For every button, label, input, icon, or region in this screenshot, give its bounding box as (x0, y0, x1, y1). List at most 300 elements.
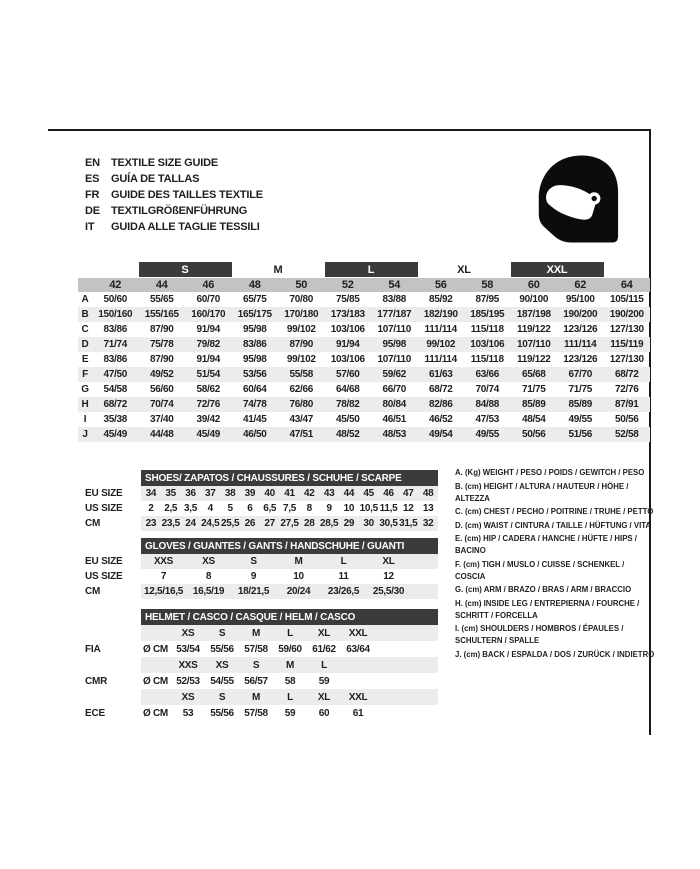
helmet-cell: XXL (348, 627, 368, 639)
shoes-cell: 34 (145, 488, 157, 499)
helmet-label: FIA (85, 643, 101, 655)
helmet-cell: 53 (182, 707, 194, 719)
shoes-label: CM (85, 518, 101, 529)
measure-cell: 41/45 (242, 414, 267, 425)
measure-cell: 45/50 (335, 414, 360, 425)
textile-row-J (78, 427, 650, 442)
shoes-cell: 25,5 (220, 518, 240, 529)
row-label: J (82, 429, 88, 440)
measure-cell: 91/94 (196, 324, 221, 335)
helmet-cell: 55/56 (210, 707, 234, 719)
measure-cell: 170/180 (284, 309, 319, 320)
shoes-cell: 5 (227, 503, 233, 514)
shoes-cell: 2 (148, 503, 154, 514)
size-group-XXL: XXL (511, 262, 604, 277)
shoes-cell: 37 (205, 488, 216, 499)
shoes-cell: 40 (264, 488, 275, 499)
measure-cell: 66/70 (382, 384, 407, 395)
textile-row-D (78, 337, 650, 352)
helmet-cell: 57/58 (244, 707, 268, 719)
measure-cell: 58/62 (196, 384, 221, 395)
helmet-table (141, 609, 438, 721)
gloves-row-2 (141, 584, 438, 599)
measure-cell: 87/90 (289, 339, 314, 350)
gloves-cell: 10 (293, 571, 304, 582)
measure-cell: 160/170 (191, 309, 226, 320)
helmet-cell: M (251, 691, 261, 703)
legend-item: I. (cm) SHOULDERS / HOMBROS / ÉPAULES / SCHULTERN / SPALLE (455, 624, 624, 645)
helmet-cell: M (251, 627, 261, 639)
textile-row-A (78, 292, 650, 307)
shoes-cell: 30 (363, 518, 374, 529)
shoes-cell: 10 (343, 503, 355, 514)
eu-size-cell: 50 (295, 279, 308, 291)
shoes-cell: 48 (422, 488, 434, 499)
gloves-label: EU SIZE (85, 556, 123, 567)
helmet-cell: L (287, 627, 293, 639)
shoes-cell: 6 (247, 503, 253, 514)
helmet-cell: XS (181, 691, 195, 703)
measure-cell: 62/66 (289, 384, 314, 395)
measure-cell: 56/60 (149, 384, 174, 395)
measure-cell: 83/86 (242, 339, 267, 350)
measure-cell: 50/60 (103, 294, 128, 305)
measure-cell: 70/80 (289, 294, 314, 305)
helmet-row-5 (141, 705, 438, 721)
helmet-cell: S (218, 627, 226, 639)
row-label: G (81, 384, 89, 395)
measure-cell: 87/90 (149, 354, 174, 365)
shoes-cell: 32 (422, 518, 434, 529)
measure-cell: 68/72 (428, 384, 453, 395)
row-label: A (81, 294, 89, 305)
measure-cell: 95/98 (382, 339, 407, 350)
helmet-rowhead: Ø CM (143, 675, 168, 687)
measure-cell: 46/52 (428, 414, 453, 425)
legend-item: G. (cm) ARM / BRAZO / BRAS / ARM / BRACCIO (455, 585, 632, 594)
measure-cell: 68/72 (103, 399, 128, 410)
shoes-cell: 13 (422, 503, 434, 514)
language-label: GUIDA ALLE TAGLIE TESSILI (111, 221, 260, 233)
shoes-cell: 27,5 (280, 518, 299, 529)
row-label: F (82, 369, 88, 380)
measure-cell: 49/52 (149, 369, 174, 380)
eu-size-cell: 48 (248, 279, 261, 291)
measure-cell: 46/50 (242, 429, 267, 440)
helmet-row-0 (141, 625, 438, 641)
measure-cell: 79/82 (196, 339, 221, 350)
measure-cell: 165/175 (237, 309, 272, 320)
shoes-cell: 31,5 (399, 518, 418, 529)
measure-cell: 55/65 (149, 294, 174, 305)
shoes-cell: 24,5 (201, 518, 220, 529)
measure-cell: 50/56 (521, 429, 546, 440)
measure-cell: 87/91 (614, 399, 639, 410)
language-row (85, 171, 263, 187)
legend-item: D. (cm) WAIST / CINTURA / TAILLE / HÜFTUNG / VITA (455, 520, 652, 530)
helmet-cell: 53/54 (176, 643, 200, 655)
measure-cell: 65/75 (242, 294, 267, 305)
measure-cell: 111/114 (424, 354, 457, 365)
helmet-row-1 (141, 641, 438, 657)
shoes-row-2 (141, 516, 438, 531)
language-code: ES (85, 173, 100, 185)
helmet-cell: 63/64 (346, 643, 370, 655)
helmet-cell: 59 (284, 707, 296, 719)
size-group-M: M (273, 263, 283, 276)
measure-cell: 190/200 (609, 309, 644, 320)
shoes-cell: 7,5 (282, 503, 296, 514)
shoes-cell: 29 (343, 518, 355, 529)
measure-cell: 83/88 (382, 294, 407, 305)
helmet-cell: 61 (352, 707, 364, 719)
helmet-cell: 61/62 (312, 643, 336, 655)
gloves-cell: 11 (338, 571, 349, 582)
measure-cell: 187/198 (516, 309, 551, 320)
measure-cell: 99/102 (286, 324, 316, 335)
helmet-cell: XL (317, 627, 331, 639)
gloves-side-labels (85, 554, 123, 599)
eu-size-cell: 44 (155, 279, 168, 291)
measure-cell: 105/115 (610, 294, 644, 305)
measure-cell: 103/106 (470, 339, 505, 350)
language-label: GUÍA DE TALLAS (111, 173, 200, 185)
language-code: EN (85, 157, 100, 169)
shoes-cell: 42 (304, 488, 315, 499)
shoes-cell: 38 (224, 488, 236, 499)
measure-cell: 68/72 (614, 369, 639, 380)
measurement-legend (455, 467, 655, 662)
eu-size-cell: 64 (620, 279, 633, 291)
textile-size-table (78, 261, 650, 442)
measure-cell: 87/95 (475, 294, 500, 305)
measure-cell: 177/187 (377, 309, 412, 320)
measure-cell: 47/51 (289, 429, 314, 440)
measure-cell: 123/126 (563, 354, 598, 365)
helmet-icon (534, 153, 620, 245)
measure-cell: 115/118 (470, 354, 504, 365)
measure-cell: 47/53 (475, 414, 500, 425)
shoes-cell: 9 (326, 503, 332, 514)
gloves-cell: 8 (205, 571, 212, 582)
textile-row-E (78, 352, 650, 367)
measure-cell: 37/40 (149, 414, 174, 425)
helmet-label (85, 689, 107, 705)
textile-row-H (78, 397, 650, 412)
language-list (85, 155, 263, 235)
textile-size-groups-row (78, 261, 650, 278)
measure-cell: 190/200 (563, 309, 598, 320)
helmet-cell: XL (317, 691, 331, 703)
helmet-cell: S (252, 659, 260, 671)
measure-cell: 45/49 (103, 429, 128, 440)
shoes-cell: 8 (306, 503, 312, 514)
helmet-cell: 55/56 (210, 643, 234, 655)
helmet-label (85, 657, 107, 673)
measure-cell: 78/82 (335, 399, 360, 410)
gloves-cell: M (294, 556, 303, 567)
helmet-rows (141, 625, 438, 721)
gloves-cell: 12 (383, 571, 394, 582)
shoes-cell: 45 (363, 488, 374, 499)
measure-cell: 43/47 (289, 414, 314, 425)
gloves-cell: 18/21,5 (237, 586, 270, 597)
measure-cell: 70/74 (475, 384, 500, 395)
shoes-table (141, 470, 438, 531)
measure-cell: 115/118 (470, 324, 504, 335)
gloves-cell: XS (202, 556, 215, 567)
measure-cell: 119/122 (517, 324, 551, 335)
measure-cell: 45/49 (196, 429, 221, 440)
measure-cell: 82/86 (428, 399, 453, 410)
helmet-row-4 (141, 689, 438, 705)
eu-size-cell: 60 (527, 279, 540, 291)
helmet-cell: 57/58 (244, 643, 268, 655)
legend-item: B. (cm) HEIGHT / ALTURA / HAUTEUR / HÖHE / ALTEZZA (455, 481, 629, 503)
measure-cell: 46/51 (382, 414, 407, 425)
language-label: TEXTILGRÖßENFÜHRUNG (111, 205, 248, 217)
measure-cell: 103/106 (330, 354, 365, 365)
size-group-blank (604, 262, 651, 277)
legend-item: A. (Kg) WEIGHT / PESO / POIDS / GEWITCH / PESO (455, 468, 645, 477)
measure-cell: 60/64 (242, 384, 267, 395)
shoes-title: SHOES/ ZAPATOS / CHAUSSURES / SCHUHE / SCARPE (141, 470, 438, 486)
measure-cell: 107/110 (377, 324, 411, 335)
measure-cell: 63/66 (475, 369, 500, 380)
shoes-cell: 23,5 (161, 518, 180, 529)
legend-item: E. (cm) HIP / CADERA / HANCHE / HÜFTE / HIPS / BACINO (455, 534, 637, 555)
legend-item: F. (cm) TIGH / MUSLO / CUISSE / SCHENKEL / COSCIA (455, 559, 625, 581)
measure-cell: 90/100 (519, 294, 549, 305)
measure-cell: 74/78 (242, 399, 267, 410)
measure-cell: 111/114 (424, 324, 457, 335)
shoes-cell: 46 (383, 488, 394, 499)
size-group-blank (78, 262, 139, 277)
shoes-cell: 39 (244, 488, 256, 499)
shoes-cell: 4 (207, 503, 213, 514)
legend-item: J. (cm) BACK / ESPALDA / DOS / ZURÜCK / INDIETRO (455, 649, 655, 659)
gloves-cell: 25,5/30 (372, 586, 405, 597)
legend-item: H. (cm) INSIDE LEG / ENTREPIERNA / FOURCHE / SCHRITT / FORCELLA (455, 598, 640, 620)
measure-cell: 75/85 (335, 294, 360, 305)
row-label: I (83, 414, 87, 425)
measure-cell: 95/98 (242, 324, 267, 335)
measure-cell: 85/89 (568, 399, 593, 410)
language-label: GUIDE DES TAILLES TEXTILE (111, 189, 263, 201)
measure-cell: 127/130 (609, 354, 644, 365)
language-code: IT (85, 221, 95, 233)
size-group-XL: XL (457, 263, 471, 276)
measure-cell: 51/54 (196, 369, 221, 380)
measure-cell: 72/76 (196, 399, 221, 410)
gloves-rows (141, 554, 438, 599)
measure-cell: 61/63 (428, 369, 453, 380)
gloves-cell: 20/24 (286, 586, 311, 597)
measure-cell: 95/100 (565, 294, 595, 305)
measure-cell: 76/80 (289, 399, 314, 410)
eu-size-cell: 54 (388, 279, 401, 291)
measure-cell: 60/70 (196, 294, 221, 305)
eu-size-cell: 62 (574, 279, 587, 291)
measure-cell: 52/58 (614, 429, 639, 440)
shoes-cell: 41 (284, 488, 295, 499)
shoes-cell: 3,5 (183, 503, 197, 514)
helmet-cell: 52/53 (176, 675, 200, 687)
measure-cell: 70/74 (149, 399, 174, 410)
measure-cell: 83/86 (103, 354, 128, 365)
measure-cell: 103/106 (330, 324, 365, 335)
language-code: DE (85, 205, 100, 217)
shoes-cell: 27 (264, 518, 275, 529)
helmet-label: CMR (85, 675, 108, 687)
gloves-cell: XL (382, 556, 395, 567)
shoes-cell: 6,5 (263, 503, 277, 514)
gloves-cell: 7 (160, 571, 167, 582)
textile-row-F (78, 367, 650, 382)
measure-cell: 119/122 (517, 354, 551, 365)
helmet-cell: L (287, 691, 293, 703)
helmet-cell: XXS (178, 659, 198, 671)
shoes-cell: 11,5 (379, 503, 398, 514)
helmet-cell: 56/57 (244, 675, 268, 687)
shoes-row-1 (141, 501, 438, 516)
helmet-cell: 59 (318, 675, 330, 687)
row-label: H (81, 399, 89, 410)
measure-cell: 111/114 (564, 339, 597, 350)
measure-cell: 123/126 (563, 324, 598, 335)
helmet-cell: M (285, 659, 295, 671)
measure-cell: 84/88 (475, 399, 500, 410)
language-row (85, 187, 263, 203)
shoes-cell: 30,5 (379, 518, 398, 529)
shoes-cell: 10,5 (359, 503, 378, 514)
measure-cell: 99/102 (286, 354, 316, 365)
measure-cell: 95/98 (242, 354, 267, 365)
measure-cell: 64/68 (335, 384, 360, 395)
shoes-cell: 28 (304, 518, 315, 529)
measure-cell: 49/54 (428, 429, 453, 440)
measure-cell: 85/92 (428, 294, 453, 305)
eu-size-cell: 52 (341, 279, 354, 291)
helmet-cell: S (218, 691, 226, 703)
gloves-cell: S (250, 556, 257, 567)
language-code: FR (85, 189, 100, 201)
shoes-cell: 44 (343, 488, 355, 499)
language-row (85, 219, 263, 235)
shoes-cell: 24 (185, 518, 196, 529)
helmet-cell: 58 (284, 675, 296, 687)
gloves-cell: L (340, 556, 347, 567)
shoes-label: US SIZE (85, 503, 123, 514)
measure-cell: 65/68 (521, 369, 546, 380)
measure-cell: 71/74 (103, 339, 128, 350)
frame-top-line (48, 129, 651, 131)
textile-row-G (78, 382, 650, 397)
helmet-label (85, 625, 107, 641)
gloves-cell: 12,5/16,5 (143, 586, 183, 597)
measure-cell: 53/56 (242, 369, 267, 380)
shoes-cell: 2,5 (164, 503, 178, 514)
measure-cell: 127/130 (609, 324, 644, 335)
shoes-cell: 12 (403, 503, 414, 514)
shoes-cell: 28,5 (319, 518, 339, 529)
language-label: TEXTILE SIZE GUIDE (111, 157, 219, 169)
helmet-cell: 59/60 (278, 643, 302, 655)
measure-cell: 50/56 (614, 414, 639, 425)
helmet-cell: 54/55 (210, 675, 234, 687)
legend-item: C. (cm) CHEST / PECHO / POITRINE / TRUHE / PETTO (455, 507, 654, 516)
helmet-rowhead: Ø CM (143, 707, 168, 719)
measure-cell: 91/94 (196, 354, 221, 365)
eu-size-cell: 46 (202, 279, 215, 291)
helmet-cell: L (321, 659, 327, 671)
size-group-L: L (325, 262, 418, 277)
measure-cell: 185/195 (470, 309, 505, 320)
shoes-cell: 47 (403, 488, 414, 499)
textile-row-C (78, 322, 650, 337)
measure-cell: 99/102 (426, 339, 456, 350)
shoes-cell: 35 (165, 488, 176, 499)
measure-cell: 71/75 (568, 384, 593, 395)
helmet-cell: XXL (348, 691, 368, 703)
shoes-cell: 43 (323, 488, 335, 499)
helmet-cell: XS (181, 627, 195, 639)
measure-cell: 107/110 (517, 339, 551, 350)
gloves-label: CM (85, 586, 101, 597)
measure-cell: 48/53 (382, 429, 407, 440)
measure-cell: 83/86 (103, 324, 128, 335)
shoes-side-labels (85, 486, 123, 531)
gloves-cell: 9 (250, 571, 257, 582)
measure-cell: 75/78 (149, 339, 174, 350)
measure-cell: 55/58 (289, 369, 314, 380)
shoes-label: EU SIZE (85, 488, 123, 499)
helmet-row-2 (141, 657, 438, 673)
gloves-title: GLOVES / GUANTES / GANTS / HANDSCHUHE / GUANTI (141, 538, 438, 554)
measure-cell: 67/70 (568, 369, 593, 380)
measure-cell: 39/42 (196, 414, 221, 425)
textile-row-B (78, 307, 650, 322)
size-group-S: S (139, 262, 232, 277)
measure-cell: 49/55 (475, 429, 500, 440)
measure-cell: 87/90 (149, 324, 174, 335)
measure-cell: 51/56 (568, 429, 593, 440)
measure-cell: 57/60 (335, 369, 360, 380)
measure-cell: 150/160 (98, 309, 133, 320)
measure-cell: 182/190 (423, 309, 458, 320)
textile-row-I (78, 412, 650, 427)
gloves-row-1 (141, 569, 438, 584)
measure-cell: 91/94 (335, 339, 360, 350)
row-label: C (81, 324, 89, 335)
row-label: B (81, 309, 89, 320)
helmet-row-3 (141, 673, 438, 689)
gloves-label: US SIZE (85, 571, 123, 582)
gloves-cell: 23/26,5 (327, 586, 360, 597)
measure-cell: 44/48 (149, 429, 174, 440)
helmet-title: HELMET / CASCO / CASQUE / HELM / CASCO (141, 609, 438, 625)
helmet-cell: 60 (318, 707, 330, 719)
shoes-cell: 26 (244, 518, 256, 529)
shoes-rows (141, 486, 438, 531)
shoes-cell: 36 (185, 488, 196, 499)
textile-eu-sizes-row (78, 278, 650, 292)
measure-cell: 48/52 (335, 429, 360, 440)
measure-cell: 54/58 (103, 384, 128, 395)
eu-size-cell: 56 (434, 279, 447, 291)
helmet-cell: XS (215, 659, 229, 671)
helmet-rowhead: Ø CM (143, 643, 168, 655)
